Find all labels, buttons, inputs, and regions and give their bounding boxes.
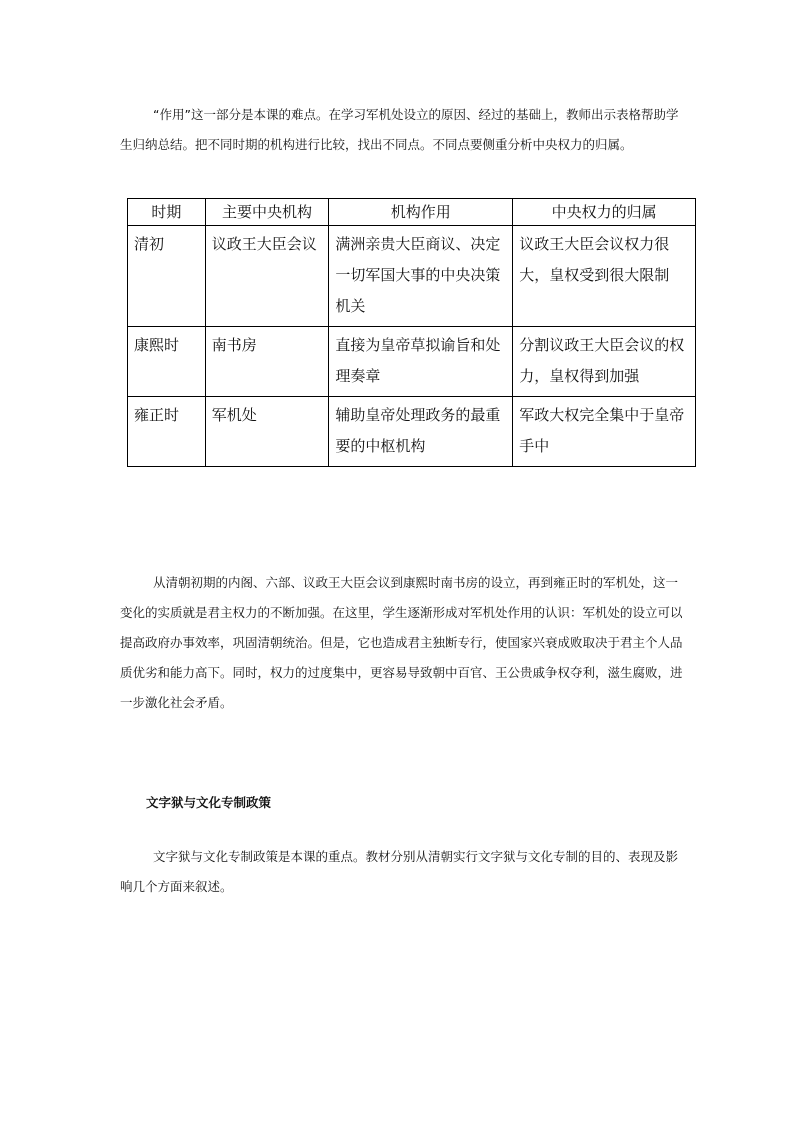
cell-power: 军政大权完全集中于皇帝手中 — [513, 397, 696, 467]
header-institution: 主要中央机构 — [205, 199, 329, 226]
header-function: 机构作用 — [329, 199, 513, 226]
analysis-paragraph: 从清朝初期的内阁、六部、议政王大臣会议到康熙时南书房的设立，再到雍正时的军机处，这一变化的实质就是君主权力的不断加强。在这里，学生逐渐形成对军机处作用的认识：军机处的设立可以提高政府办事效率，巩固清朝统治。但是，它也造成君主独断专行，使国家兴衰成败取决于君主个人品质优劣和能力高下。同时，权力的过度集中，更容易导致朝中百官、王公贵戚争权夺利，滋生腐败，进一步激化社会矛盾。 — [120, 575, 683, 710]
table-row — [128, 327, 696, 397]
cell-period: 康熙时 — [128, 327, 206, 397]
intro-paragraph: “作用”这一部分是本课的难点。在学习军机处设立的原因、经过的基础上，教师出示表格帮助学生归纳总结。把不同时期的机构进行比较，找出不同点。不同点要侧重分析中央权力的归属。 — [120, 107, 679, 152]
comparison-table — [127, 198, 696, 467]
table-row — [128, 397, 696, 467]
cell-institution: 南书房 — [205, 327, 329, 397]
cell-function: 辅助皇帝处理政务的最重要的中枢机构 — [329, 397, 513, 467]
cell-function: 满洲亲贵大臣商议、决定一切军国大事的中央决策机关 — [329, 226, 513, 327]
cell-power: 分割议政王大臣会议的权力，皇权得到加强 — [513, 327, 696, 397]
header-period: 时期 — [128, 199, 206, 226]
section-heading: 文字狱与文化专制政策 — [146, 795, 272, 810]
cell-period: 清初 — [128, 226, 206, 327]
cell-power: 议政王大臣会议权力很大，皇权受到很大限制 — [513, 226, 696, 327]
table-header-row — [128, 199, 696, 226]
cell-function: 直接为皇帝草拟谕旨和处理奏章 — [329, 327, 513, 397]
table-row — [128, 226, 696, 327]
cell-period: 雍正时 — [128, 397, 206, 467]
section-paragraph: 文字狱与文化专制政策是本课的重点。教材分别从清朝实行文字狱与文化专制的目的、表现及影响几个方面来叙述。 — [120, 849, 679, 894]
cell-institution: 议政王大臣会议 — [205, 226, 329, 327]
header-power: 中央权力的归属 — [513, 199, 696, 226]
cell-institution: 军机处 — [205, 397, 329, 467]
